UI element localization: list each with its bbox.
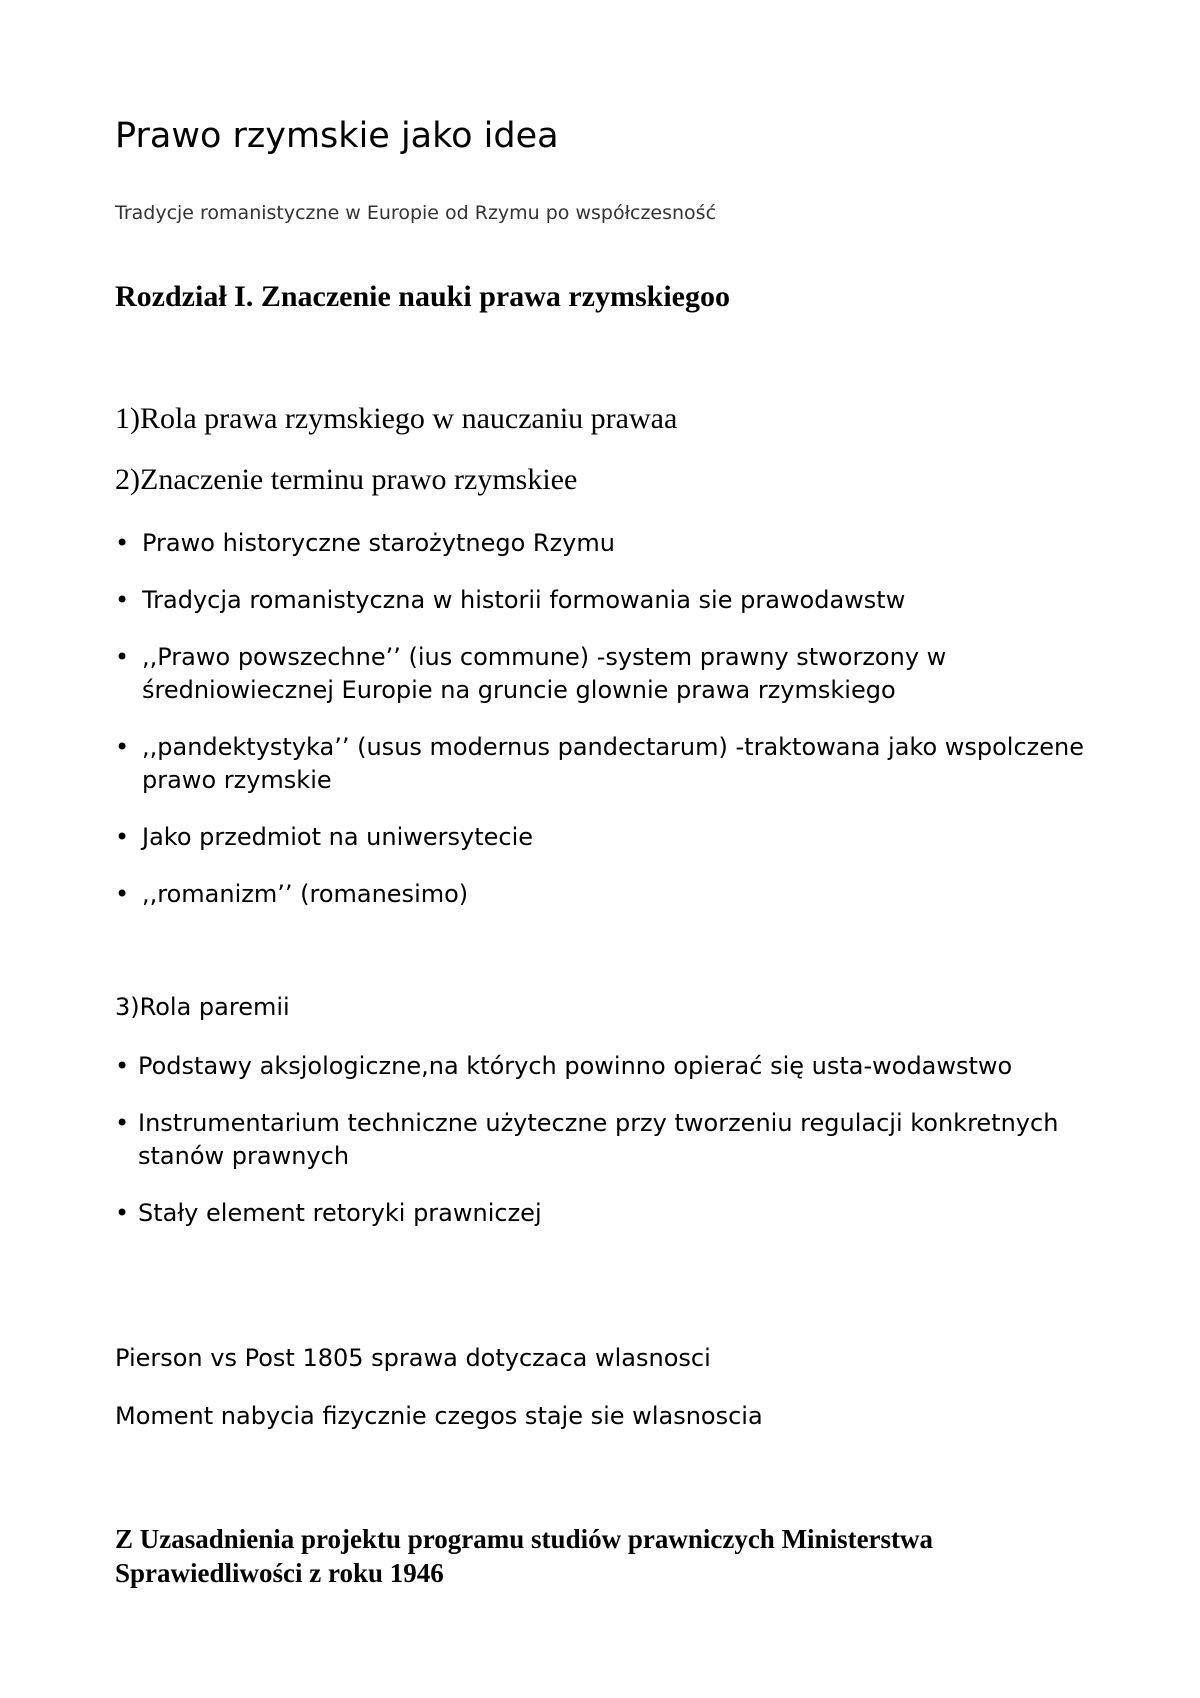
list-item: • Tradycja romanistyczna w historii formowania sie prawodawstw: [115, 584, 1115, 617]
bullet-icon: •: [115, 823, 130, 851]
paragraph-pierson-vs-post: Pierson vs Post 1805 sprawa dotyczaca wlasnosci: [115, 1344, 711, 1372]
list-item: • Jako przedmiot na uniwersytecie: [115, 821, 1115, 854]
list-item: • Podstawy aksjologiczne,na których powinno opierać się usta-wodawstwo: [115, 1050, 1115, 1083]
chapter-heading: Rozdział I. Znaczenie nauki prawa rzymskiegoo: [115, 280, 730, 313]
bullet-icon: •: [115, 733, 130, 761]
section-2-bullet-list: [115, 527, 1115, 935]
section-1-heading: 1)Rola prawa rzymskiego w nauczaniu prawaa: [115, 402, 678, 435]
section-2-heading: 2)Znaczenie terminu prawo rzymskiee: [115, 463, 578, 496]
section-3-bullet-list: [115, 1050, 1115, 1254]
bullet-icon: •: [115, 880, 130, 908]
bullet-icon: •: [115, 586, 130, 614]
list-item: • Instrumentarium techniczne użyteczne przy tworzeniu regulacji konkretnych stanów prawnych: [115, 1109, 1059, 1170]
bullet-icon: •: [115, 1109, 130, 1137]
bullet-icon: •: [115, 529, 130, 557]
closing-heading: Z Uzasadnienia projektu programu studiów prawniczych Ministerstwa Sprawiedliwości z roku 1946: [115, 1524, 934, 1588]
list-item: • Stały element retoryki prawniczej: [115, 1197, 1115, 1230]
list-item: • ,,pandektystyka’’ (usus modernus pandectarum) -traktowana jako wspolczene prawo rzymskie: [115, 733, 1085, 794]
paragraph-moment-nabycia: Moment nabycia fizycznie czegos staje sie wlasnoscia: [115, 1402, 763, 1430]
section-3-heading: 3)Rola paremii: [115, 993, 290, 1021]
bullet-icon: •: [115, 643, 130, 671]
list-item: • ,,Prawo powszechne’’ (ius commune) -system prawny stworzony w średniowiecznej Europie na gruncie glownie prawa rzymskiego: [115, 643, 947, 704]
bullet-icon: •: [115, 1199, 130, 1227]
document-subtitle: Tradycje romanistyczne w Europie od Rzymu po współczesność: [115, 202, 717, 224]
document-title: Prawo rzymskie jako idea: [115, 116, 559, 156]
bullet-icon: •: [115, 1052, 130, 1080]
list-item: • Prawo historyczne starożytnego Rzymu: [115, 527, 1115, 560]
list-item: • ,,romanizm’’ (romanesimo): [115, 878, 1115, 911]
